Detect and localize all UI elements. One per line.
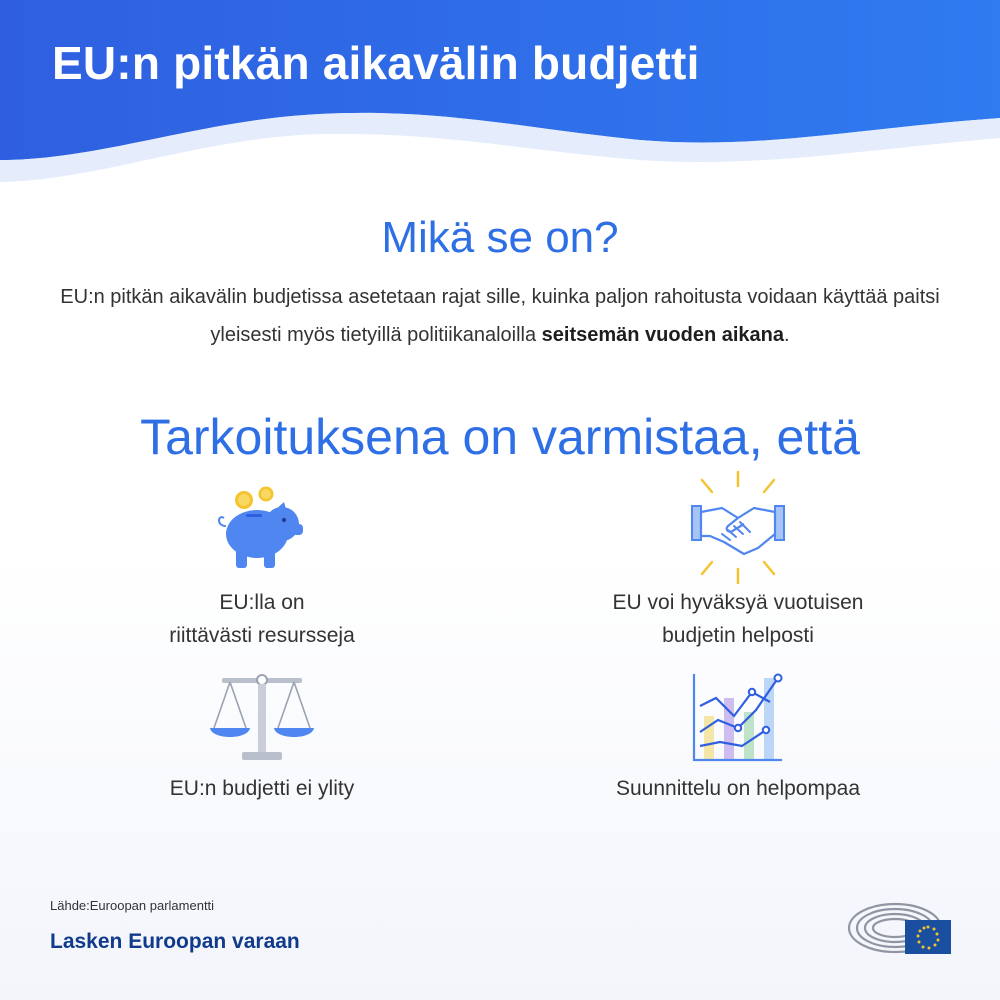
piggy-bank-icon <box>212 484 312 574</box>
item-annual-budget-label <box>588 586 888 652</box>
intro-text-bold: seitsemän vuoden aikana <box>541 324 784 346</box>
item-resources-line1: EU:lla on <box>219 591 305 614</box>
header-banner <box>0 0 1000 190</box>
balance-scale-icon <box>208 672 316 764</box>
item-resources-line2: riittävästi resursseja <box>169 624 355 647</box>
section-heading-what: Mikä se on? <box>381 213 619 262</box>
handshake-icon <box>688 470 788 585</box>
intro-text-end: . <box>784 324 790 346</box>
header-wave-background <box>0 0 1000 190</box>
item-annual-budget-line2: budjetin helposti <box>662 624 814 647</box>
item-resources-label <box>112 586 412 652</box>
section-heading-purpose: Tarkoituksena on varmistaa, että <box>140 409 860 465</box>
growth-chart-icon <box>690 672 785 767</box>
slogan: Lasken Euroopan varaan <box>50 930 300 953</box>
intro-text <box>60 278 940 354</box>
source-note: Lähde:Euroopan parlamentti <box>50 898 215 913</box>
intro-text-part: EU:n pitkän aikavälin budjetissa asetetaan rajat sille, kuinka paljon rahoitusta voidaan käyttää paitsi yleisesti myös tietyillä politiikanaloilla <box>60 286 940 346</box>
item-budget-not-exceeded-label: EU:n budjetti ei ylity <box>169 777 355 800</box>
page-title: EU:n pitkän aikavälin budjetti <box>52 37 700 89</box>
item-annual-budget-line1: EU voi hyväksyä vuotuisen <box>612 591 864 614</box>
european-parliament-logo <box>845 898 953 956</box>
item-planning-label: Suunnittelu on helpompaa <box>615 777 861 800</box>
